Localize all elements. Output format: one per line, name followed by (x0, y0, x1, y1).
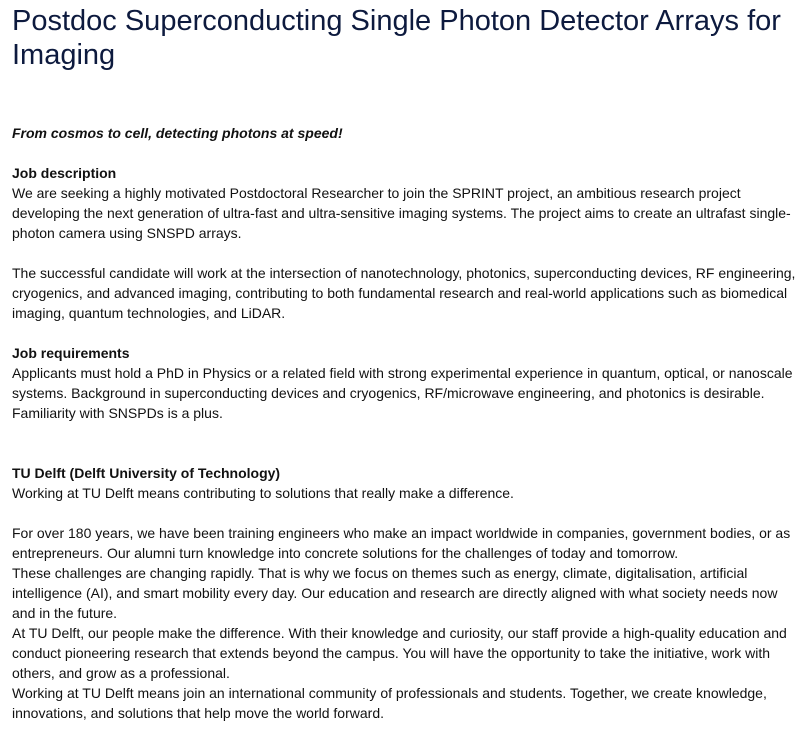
job-description-section (12, 163, 798, 323)
job-posting (12, 4, 798, 723)
employer-paragraph: Working at TU Delft means join an international community of professionals and students. Together, we create knowledge, innovations, and solutions that help move the world forward. (12, 685, 767, 721)
employer-paragraph: At TU Delft, our people make the difference. With their knowledge and curiosity, our staff provide a high-quality education and conduct pioneering research that extends beyond the campus. You will have the opportunity to take the initiative, work with others, and grow as a professional. (12, 625, 787, 681)
employer-heading: TU Delft (Delft University of Technology) (12, 465, 281, 481)
job-description-paragraph: The successful candidate will work at the intersection of nanotechnology, photonics, superconducting devices, RF engineering, cryogenics, and advanced imaging, contributing to both fundamental research and real-world applications such as biomedical imaging, quantum technologies, and LiDAR. (12, 265, 796, 321)
tagline: From cosmos to cell, detecting photons at speed! (12, 125, 343, 141)
job-description-heading: Job description (12, 165, 117, 181)
job-requirements-section (12, 343, 798, 423)
job-requirements-paragraph: Applicants must hold a PhD in Physics or a related field with strong experimental experience in quantum, optical, or nanoscale systems. Background in superconducting devices and cryogenics, RF/microwave engineering, and photonics is desirable. Familiarity with SNSPDs is a plus. (12, 365, 793, 421)
job-requirements-heading: Job requirements (12, 345, 130, 361)
employer-paragraph: For over 180 years, we have been training engineers who make an impact worldwide in companies, government bodies, or as entrepreneurs. Our alumni turn knowledge into concrete solutions for the challenges of today and tomorrow. (12, 525, 791, 561)
employer-intro: Working at TU Delft means contributing to solutions that really make a difference. (12, 485, 514, 501)
employer-section (12, 463, 798, 723)
page-title: Postdoc Superconducting Single Photon Detector Arrays for Imaging (12, 5, 781, 71)
employer-paragraph: These challenges are changing rapidly. That is why we focus on themes such as energy, climate, digitalisation, artificial intelligence (AI), and smart mobility every day. Our education and research are directly aligned with what society needs now and in the future. (12, 565, 778, 621)
job-description-paragraph: We are seeking a highly motivated Postdoctoral Researcher to join the SPRINT project, an ambitious research project developing the next generation of ultra-fast and ultra-sensitive imaging systems. The project aims to create an ultrafast single-photon camera using SNSPD arrays. (12, 185, 791, 241)
